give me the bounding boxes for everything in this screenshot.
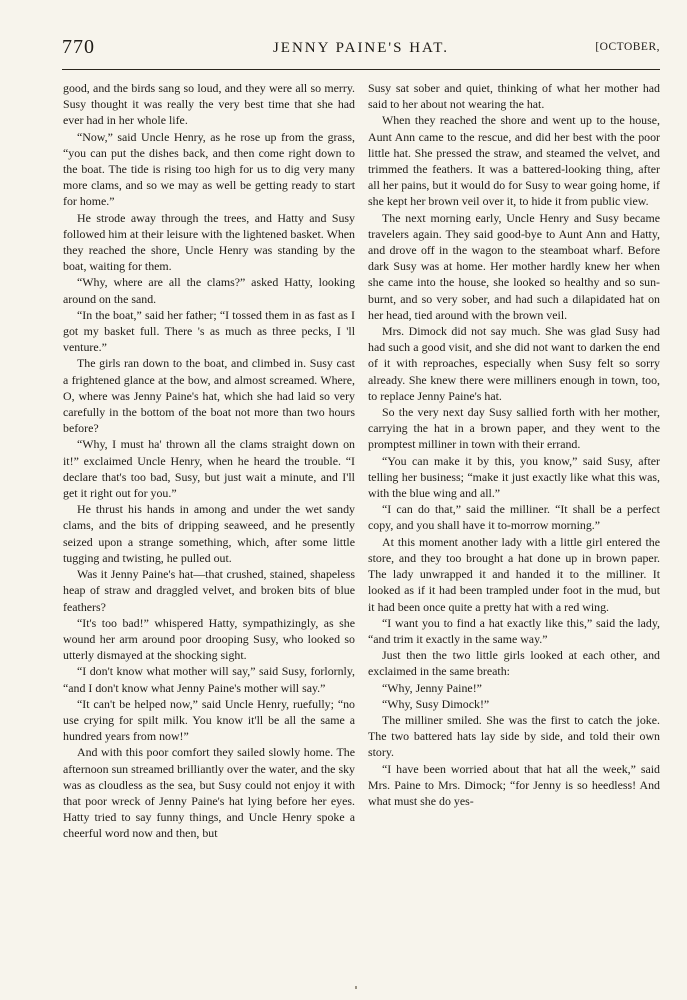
paragraph: “I can do that,” said the milliner. “It shall be a perfect copy, and you shall have it to-morrow morning.” [368, 502, 660, 533]
paragraph: Was it Jenny Paine's hat—that crushed, stained, shapeless heap of straw and draggled velvet, and broken bits of blue feathers? [63, 567, 355, 614]
paragraph: When they reached the shore and went up to the house, Aunt Ann came to the rescue, and did her best with the poor little hat. She pressed the straw, and steamed the velvet, and trimmed the feathers. It was a battered-looking thing, after all her pains, but it would do for Susy to wear going home, if she kept her brown veil over it, to hide it from public view. [368, 113, 660, 209]
paragraph: “I don't know what mother will say,” said Susy, forlornly, “and I don't know what Jenny Paine's mother will say.” [63, 664, 355, 695]
paragraph: He strode away through the trees, and Hatty and Susy followed him at their leisure with the lightened basket. When they reached the shore, Uncle Henry was standing by the boat, waiting for them. [63, 210, 355, 274]
right-column [368, 80, 660, 809]
paragraph: “You can make it by this, you know,” said Susy, after telling her business; “make it just exactly like what this was, with the blue wing and all.” [368, 453, 660, 501]
paragraph: At this moment another lady with a little girl entered the store, and they too brought a hat done up in brown paper. The lady unwrapped it and handed it to the milliner. It looked as if it had been trampled under foot in the mud, but it had been once quite a pretty hat with a red wing. [368, 534, 660, 614]
paragraph: Just then the two little girls looked at each other, and exclaimed in the same breath: [368, 648, 660, 679]
paragraph: Mrs. Dimock did not say much. She was glad Susy had had such a good visit, and she did not want to darken the end of it with reproaches, especially when Susy felt so sorry already. She knew there were milliners enough in town, too, to replace Jenny Paine's hat. [368, 324, 660, 403]
paragraph: The milliner smiled. She was the first to catch the joke. The two battered hats lay side by side, and told their own story. [368, 712, 660, 760]
paragraph: Susy sat sober and quiet, thinking of what her mother had said to her about not wearing the hat. [368, 81, 660, 112]
paragraph: “Now,” said Uncle Henry, as he rose up from the grass, “you can put the dishes back, and then come right down to the boat. The tide is rising too high for us to dig very many more clams, and so we may as well be getting ready to start for home.” [63, 129, 355, 209]
page-number: 770 [62, 36, 95, 58]
paragraph: “I want you to find a hat exactly like this,” said the lady, “and trim it exactly in the same way.” [368, 615, 660, 646]
paragraph: So the very next day Susy sallied forth with her mother, carrying the hat in a brown paper, and they went to the promptest milliner in town with their errand. [368, 405, 660, 452]
paragraph: He thrust his hands in among and under the wet sandy clams, and the bits of dripping seaweed, and he presently seized upon a strange something, which, after some little tugging and twisting, he pulled out. [63, 502, 355, 565]
running-month: [OCTOBER, [595, 41, 660, 53]
paragraph: good, and the birds sang so loud, and they were all so merry. Susy thought it was really the very best time that she had ever had in her whole life. [63, 81, 355, 128]
paragraph: The girls ran down to the boat, and climbed in. Susy cast a frightened glance at the bow, and almost screamed. Where, O, where was Jenny Paine's hat, which she had laid so very carefully in the bottom of the boat not more than two hours before? [63, 356, 355, 436]
print-speck [355, 986, 357, 989]
paragraph: “I have been worried about that hat all the week,” said Mrs. Paine to Mrs. Dimock; “for Jenny is so heedless! And what must she do yes- [368, 761, 660, 808]
paragraph: And with this poor comfort they sailed slowly home. The afternoon sun streamed brilliantly over the water, and the sky was as cloudless as the sea, but Susy could not enjoy it with that poor wreck of Jenny Paine's hat lying before her eyes. Hatty tried to say funny things, and Uncle Henry spoke a cheerful word now and then, but [63, 745, 355, 841]
paragraph: “Why, Jenny Paine!” [382, 680, 482, 695]
paragraph: “It can't be helped now,” said Uncle Henry, ruefully; “no use crying for spilt milk. You know it'll be all the same a hundred years from now!” [63, 696, 355, 744]
paragraph: “It's too bad!” whispered Hatty, sympathizingly, as she wound her arm around poor drooping Susy, who looked so utterly dismayed at the shocking sight. [63, 615, 355, 663]
running-title: JENNY PAINE'S HAT. [272, 40, 450, 56]
page-header [62, 36, 660, 62]
paragraph: “Why, Susy Dimock!” [382, 696, 490, 711]
paragraph: “In the boat,” said her father; “I tossed them in as fast as I got my basket full. There 's as much as three pecks, I 'll venture.” [63, 307, 355, 355]
left-column [63, 80, 355, 842]
paragraph: The next morning early, Uncle Henry and Susy became travelers again. They said good-bye to Aunt Ann and Hatty, and drove off in the wagon to the steamboat wharf. Before dark Susy was at home. Her mother hardly knew her when she came into the house, she looked so healthy and so sun-burnt, and so very sober, and had such a dilapidated hat on her head, tied around with the brown veil. [368, 210, 660, 322]
header-rule [62, 69, 660, 70]
paragraph: “Why, where are all the clams?” asked Hatty, looking around on the sand. [63, 275, 355, 306]
paragraph: “Why, I must ha' thrown all the clams straight down on it!” exclaimed Uncle Henry, when he heard the trouble. “I declare that's too bad, Susy, but just wait a minute, and I'll get it right out for you.” [63, 437, 355, 501]
